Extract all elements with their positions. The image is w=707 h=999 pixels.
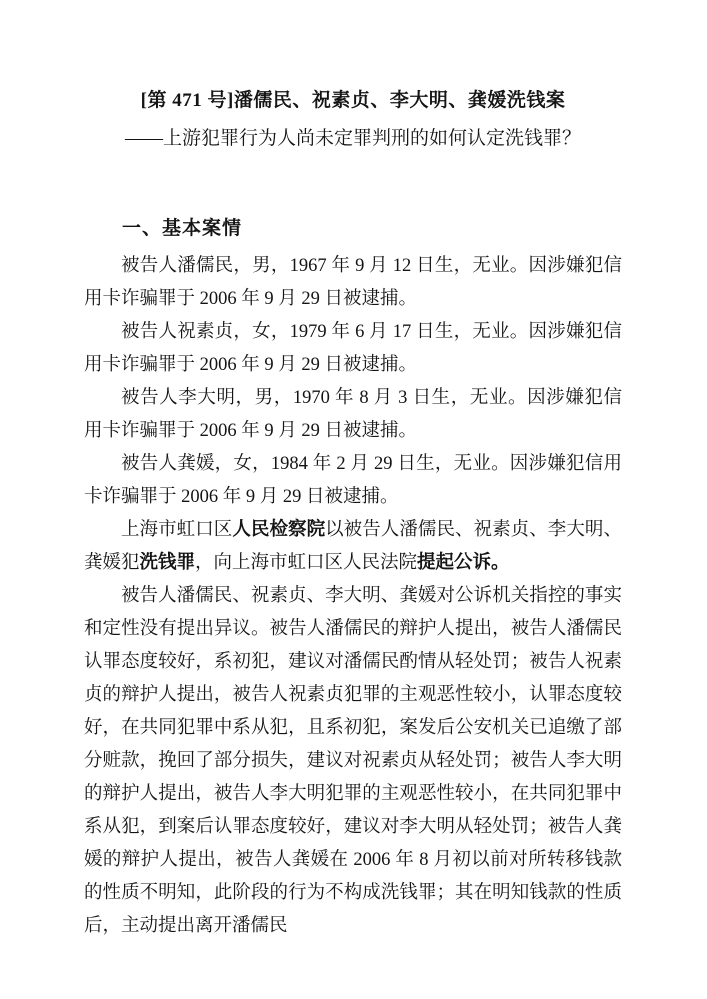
prosecution-text: 以被告人潘儒民、祝素贞、李大明、龚媛犯 <box>84 520 622 573</box>
prosecution-charge-bold: 洗钱罪 <box>139 553 196 573</box>
case-title: [第 471 号]潘儒民、祝素贞、李大明、龚媛洗钱案 <box>140 90 566 111</box>
prosecution-filed-bold: 提起公诉。 <box>417 553 510 573</box>
prosecution-text: ，向上海市虹口区人民法院 <box>195 553 418 573</box>
case-subtitle: ——上游犯罪行为人尚未定罪判刑的如何认定洗钱罪？ <box>124 128 581 149</box>
paragraph-defense-arguments: 被告人潘儒民、祝素贞、李大明、龚媛对公诉机关指控的事实和定性没有提出异议。被告人潘儒民的辩护人提出，被告人潘儒民认罪态度较好，系初犯，建议对潘儒民酌情从轻处罚；被告人祝素贞的辩护人提出，被告人祝素贞犯罪的主观恶性较小，认罪态度较好，在共同犯罪中系从犯，且系初犯，案发后公安机关已追缴了部分赃款，挽回了部分损失，建议对祝素贞从轻处罚；被告人李大明的辩护人提出，被告人李大明犯罪的主观恶性较小，在共同犯罪中系从犯，到案后认罪态度较好，建议对李大明从轻处罚；被告人龚媛的辩护人提出，被告人龚媛在 2006 年 8 月初以前对所转移钱款的性质不明知，此阶段的行为不构成洗钱罪；其在明知钱款的性质后，主动提出离开潘儒民 <box>84 586 622 936</box>
prosecution-text: 上海市虹口区 <box>121 520 233 540</box>
prosecution-procuratorate-bold: 人民检察院 <box>232 520 326 540</box>
paragraph-defendant-pan: 被告人潘儒民，男，1967 年 9 月 12 日生，无业。因涉嫌犯信用卡诈骗罪于 2006 年 9 月 29 日被逮捕。 <box>84 256 622 309</box>
paragraph-defendant-li: 被告人李大明，男，1970 年 8 月 3 日生，无业。因涉嫌犯信用卡诈骗罪于 2006 年 9 月 29 日被逮捕。 <box>84 388 622 441</box>
paragraph-prosecution <box>84 514 622 580</box>
section-heading-basic-facts: 一、基本案情 <box>122 218 243 239</box>
paragraph-defendant-gong: 被告人龚媛，女，1984 年 2 月 29 日生，无业。因涉嫌犯信用卡诈骗罪于 2006 年 9 月 29 日被逮捕。 <box>84 454 622 507</box>
paragraph-defendant-zhu: 被告人祝素贞，女，1979 年 6 月 17 日生，无业。因涉嫌犯信用卡诈骗罪于 2006 年 9 月 29 日被逮捕。 <box>84 322 622 375</box>
